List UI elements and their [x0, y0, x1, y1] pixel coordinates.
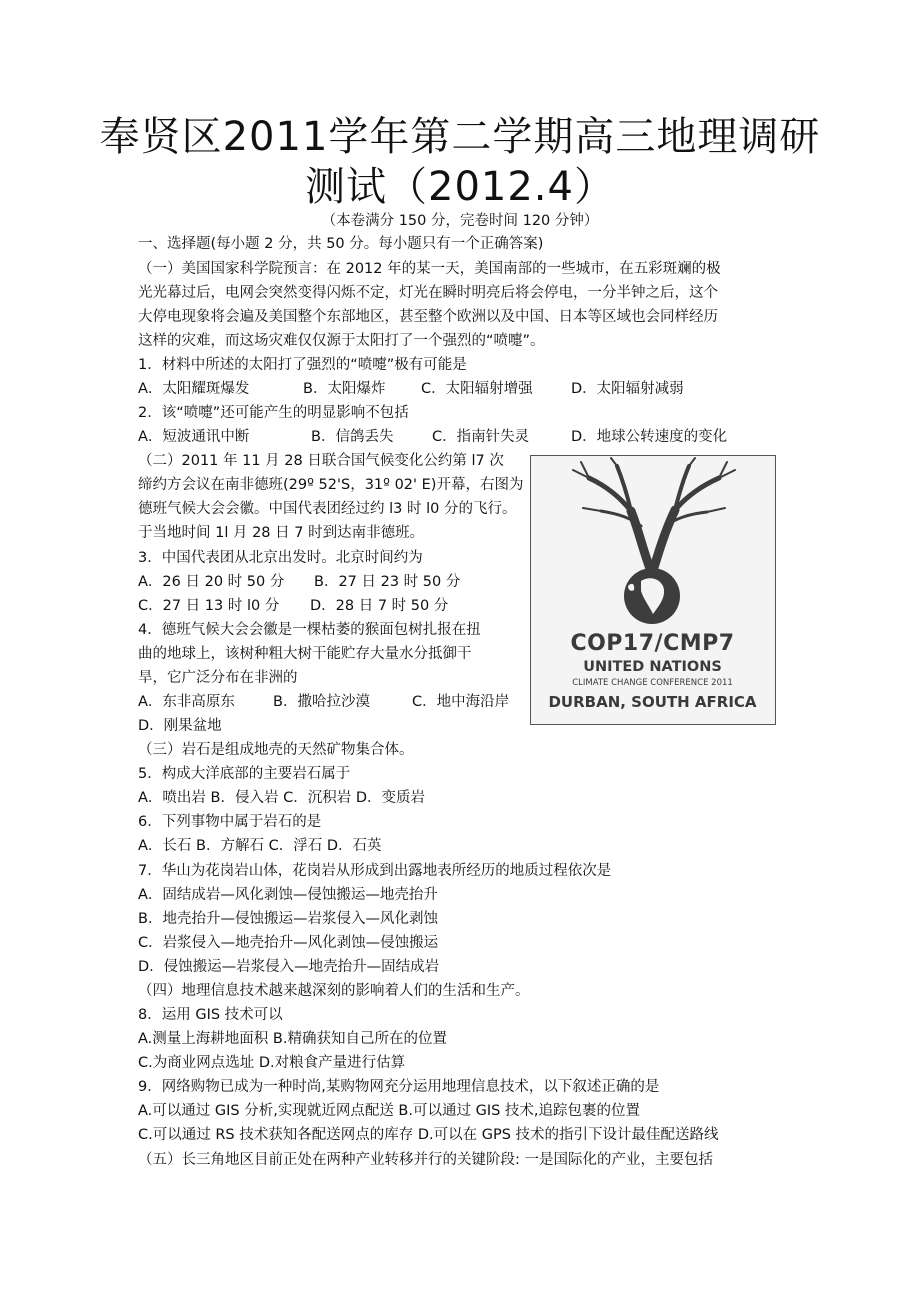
question-2-options [138, 427, 727, 447]
passage-2-line: 于当地时间 1l 月 28 日 7 时到达南非德班。 [138, 525, 425, 541]
logo-location: DURBAN, SOUTH AFRICA [548, 693, 757, 711]
option-b: B．信鸽丢失 [311, 429, 394, 445]
option-d: D．太阳辐射减弱 [571, 381, 684, 397]
question-4-options [138, 692, 509, 712]
option-b: B．太阳爆炸 [303, 381, 386, 397]
question-5: 5．构成大洋底部的主要岩石属于 [138, 766, 351, 782]
question-3-options-row-1 [138, 572, 460, 592]
question-9-options: C.可以通过 RS 技术获知各配送网点的库存 D.可以在 GPS 技术的指引下设计最佳配送路线 [138, 1127, 719, 1143]
logo-title: COP17/CMP7 [570, 631, 735, 656]
passage-1-line: 这样的灾难，而这场灾难仅仅源于太阳打了一个强烈的“喷嚏”。 [138, 333, 545, 349]
option-a: A．东非高原东 [138, 694, 235, 710]
question-4-line: 旱，它广泛分布在非洲的 [138, 670, 298, 686]
option-d: D．28 日 7 时 50 分 [310, 598, 449, 614]
option-c: C．指南针失灵 [432, 429, 530, 445]
passage-4: （四）地理信息技术越来越深刻的影响着人们的生活和生产。 [138, 983, 530, 999]
option-c: C．太阳辐射增强 [421, 381, 533, 397]
question-7-option: A．固结成岩—风化剥蚀—侵蚀搬运—地壳抬升 [138, 887, 438, 903]
question-8-options: A.测量上海耕地面积 B.精确获知自己所在的位置 [138, 1031, 447, 1047]
passage-5: （五）长三角地区目前正处在两种产业转移并行的关键阶段: 一是国际化的产业，主要包括 [138, 1152, 713, 1168]
option-b: B．27 日 23 时 50 分 [314, 574, 461, 590]
question-7-option: B．地壳抬升—侵蚀搬运—岩浆侵入—风化剥蚀 [138, 911, 438, 927]
question-1: 1．材料中所述的太阳打了强烈的“喷嚏”极有可能是 [138, 357, 467, 373]
question-6-options: A．长石 B．方解石 C．浮石 D．石英 [138, 838, 382, 854]
option-a: A．短波通讯中断 [138, 429, 250, 445]
question-1-options [138, 379, 684, 399]
question-8-options: C.为商业网点选址 D.对粮食产量进行估算 [138, 1055, 406, 1071]
question-6: 6．下列事物中属于岩石的是 [138, 814, 322, 830]
passage-1-line: 大停电现象将会遍及美国整个东部地区，甚至整个欧洲以及中国、日本等区域也会同样经历 [138, 309, 718, 325]
question-5-options: A．喷出岩 B．侵入岩 C．沉积岩 D．变质岩 [138, 790, 425, 806]
question-7: 7．华山为花岗岩山体，花岗岩从形成到出露地表所经历的地质过程依次是 [138, 863, 612, 879]
question-8: 8．运用 GIS 技术可以 [138, 1007, 283, 1023]
question-4-line: 4．德班气候大会会徽是一棵枯萎的猴面包树扎报在扭 [138, 622, 481, 638]
question-3: 3．中国代表团从北京出发时。北京时间约为 [138, 550, 423, 566]
title-line-1: 奉贤区2011学年第二学期高三地理调研 [99, 114, 821, 160]
option-c: C．27 日 13 时 l0 分 [138, 598, 280, 614]
question-7-option: D．侵蚀搬运—岩浆侵入—地壳抬升—固结成岩 [138, 959, 440, 975]
exam-note: （本卷满分 150 分，完卷时间 120 分钟） [321, 213, 599, 229]
passage-2-line: 缔约方会议在南非德班(29º 52'S，31º 02' E)开幕，右图为 [138, 477, 524, 493]
question-4-option-d: D．刚果盆地 [138, 718, 222, 734]
option-a: A．26 日 20 时 50 分 [138, 574, 285, 590]
passage-1-line: 光光幕过后，电网会突然变得闪烁不定，灯光在瞬时明亮后将会停电，一分半钟之后，这个 [138, 285, 718, 301]
section-heading: 一、选择题(每小题 2 分，共 50 分。每小题只有一个正确答案) [138, 236, 544, 252]
question-4-line: 曲的地球上，该树种粗大树干能贮存大量水分抵御干 [138, 646, 472, 662]
option-c: C．地中海沿岸 [412, 694, 510, 710]
logo-conference: CLIMATE CHANGE CONFERENCE 2011 [572, 678, 733, 688]
baobab-tree-globe-icon [531, 456, 774, 631]
option-d: D．地球公转速度的变化 [571, 429, 728, 445]
title-line-2: 测试（2012.4） [305, 164, 615, 210]
logo-subtitle: UNITED NATIONS [583, 659, 722, 675]
cop17-logo [530, 455, 776, 725]
option-a: A．太阳耀斑爆发 [138, 381, 250, 397]
question-7-option: C．岩浆侵入—地壳抬升—风化剥蚀—侵蚀搬运 [138, 935, 439, 951]
question-2: 2．该“喷嚏”还可能产生的明显影响不包括 [138, 405, 409, 421]
passage-1-line: （一）美国国家科学院预言：在 2012 年的某一天，美国南部的一些城市，在五彩斑斓的极 [138, 261, 721, 277]
question-9: 9．网络购物已成为一种时尚,某购物网充分运用地理信息技术，以下叙述正确的是 [138, 1079, 660, 1095]
passage-2-line: （二）2011 年 11 月 28 日联合国气候变化公约第 l7 次 [138, 453, 504, 469]
question-3-options-row-2 [138, 596, 448, 616]
passage-2-line: 德班气候大会会徽。中国代表团经过约 l3 时 l0 分的飞行。 [138, 501, 517, 517]
option-b: B．撒哈拉沙漠 [273, 694, 370, 710]
passage-3: （三）岩石是组成地壳的天然矿物集合体。 [138, 742, 414, 758]
question-9-options: A.可以通过 GIS 分析,实现就近网点配送 B.可以通过 GIS 技术,追踪包裹的位置 [138, 1103, 641, 1119]
